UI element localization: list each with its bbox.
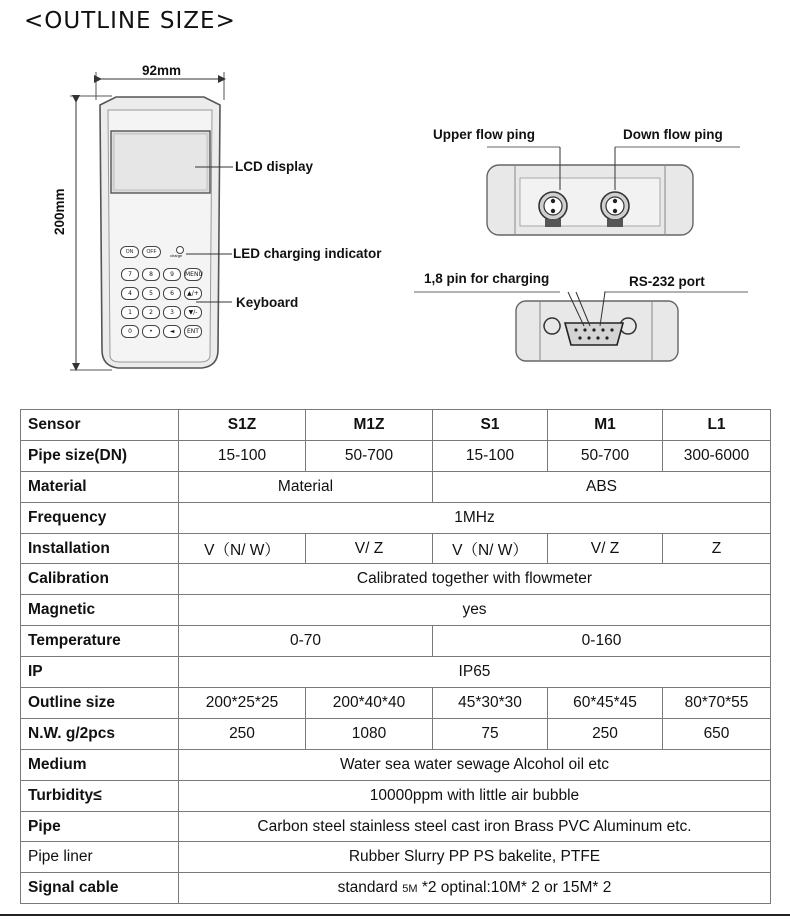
width-label: 92mm (142, 63, 182, 78)
height-label: 200mm (52, 188, 67, 235)
cell: Calibrated together with flowmeter (179, 564, 771, 595)
cell: 1080 (306, 718, 433, 749)
row-label: IP (21, 657, 179, 688)
cell: ABS (433, 471, 771, 502)
cell: 200*25*25 (179, 688, 306, 719)
outline-diagram (0, 0, 790, 400)
cell: yes (179, 595, 771, 626)
table-row (21, 564, 771, 595)
cell: 0-160 (433, 626, 771, 657)
key-off: OFF (142, 246, 161, 258)
row-label: Medium (21, 749, 179, 780)
cell: V/ Z (548, 533, 663, 564)
table-row (21, 842, 771, 873)
keyboard-callout: Keyboard (236, 295, 299, 310)
keypad-key: • (142, 325, 160, 338)
table-row (21, 502, 771, 533)
keypad-key: 2 (142, 306, 160, 319)
cell: V/ Z (306, 533, 433, 564)
cell: 80*70*55 (663, 688, 771, 719)
top-end-view (487, 147, 740, 235)
bottom-end-view (414, 292, 748, 361)
col-header: L1 (663, 410, 771, 441)
keypad-key: ▼/- (184, 306, 202, 319)
table-row (21, 471, 771, 502)
cell: 200*40*40 (306, 688, 433, 719)
spec-table (20, 409, 771, 904)
keypad-key: MENU (184, 268, 202, 281)
upper-flow-ping-callout: Upper flow ping (433, 127, 535, 142)
row-label: Pipe size(DN) (21, 440, 179, 471)
row-label: Material (21, 471, 179, 502)
keypad-key: 1 (121, 306, 139, 319)
cell: 650 (663, 718, 771, 749)
table-row (21, 780, 771, 811)
cell: V（N/ W） (433, 533, 548, 564)
keypad-key: 0 (121, 325, 139, 338)
cell: 75 (433, 718, 548, 749)
keypad-key: 4 (121, 287, 139, 300)
cell: 60*45*45 (548, 688, 663, 719)
table-row (21, 873, 771, 904)
table-row (21, 410, 771, 441)
table-row (21, 749, 771, 780)
keypad-key: ▲/+ (184, 287, 202, 300)
cell (179, 873, 771, 904)
cell: 45*30*30 (433, 688, 548, 719)
col-header: M1 (548, 410, 663, 441)
col-header: S1Z (179, 410, 306, 441)
cell: Material (179, 471, 433, 502)
table-row (21, 595, 771, 626)
led-tag: charge (170, 253, 183, 258)
lcd-display-callout: LCD display (235, 159, 314, 174)
table-row (21, 811, 771, 842)
cell: 10000ppm with little air bubble (179, 780, 771, 811)
keypad-key: 9 (163, 268, 181, 281)
row-label: Frequency (21, 502, 179, 533)
table-row (21, 533, 771, 564)
cell: V（N/ W） (179, 533, 306, 564)
rs232-callout: RS-232 port (629, 274, 705, 289)
cell: 1MHz (179, 502, 771, 533)
row-label: Outline size (21, 688, 179, 719)
row-label: Turbidity≤ (21, 780, 179, 811)
key-on: ON (120, 246, 139, 258)
table-row (21, 440, 771, 471)
cell: Rubber Slurry PP PS bakelite, PTFE (179, 842, 771, 873)
cell: 50-700 (548, 440, 663, 471)
row-label: Sensor (21, 410, 179, 441)
keypad-key: ◄ (163, 325, 181, 338)
keypad-key: 3 (163, 306, 181, 319)
cell: Z (663, 533, 771, 564)
row-label: Temperature (21, 626, 179, 657)
cell: 0-70 (179, 626, 433, 657)
page-title: <OUTLINE SIZE> (24, 8, 236, 34)
cable-text: standard (337, 879, 403, 897)
led-charging-callout: LED charging indicator (233, 246, 382, 261)
keypad-key: ENT (184, 325, 202, 338)
row-label: Calibration (21, 564, 179, 595)
cell: 50-700 (306, 440, 433, 471)
col-header: S1 (433, 410, 548, 441)
keypad-key: 8 (142, 268, 160, 281)
bottom-rule (0, 914, 790, 916)
cell: 15-100 (179, 440, 306, 471)
keypad-key: 6 (163, 287, 181, 300)
row-label: Signal cable (21, 873, 179, 904)
table-row (21, 718, 771, 749)
col-header: M1Z (306, 410, 433, 441)
table-row (21, 657, 771, 688)
keypad-key: 7 (121, 268, 139, 281)
row-label: Magnetic (21, 595, 179, 626)
down-flow-ping-callout: Down flow ping (623, 127, 723, 142)
cell: Water sea water sewage Alcohol oil etc (179, 749, 771, 780)
row-label: Pipe liner (21, 842, 179, 873)
cell: 300-6000 (663, 440, 771, 471)
row-label: N.W. g/2pcs (21, 718, 179, 749)
row-label: Pipe (21, 811, 179, 842)
table-row (21, 688, 771, 719)
keypad-key: 5 (142, 287, 160, 300)
cable-text-rest: *2 optinal:10M* 2 or 15M* 2 (417, 879, 612, 897)
table-row (21, 626, 771, 657)
charging-pin-callout: 1,8 pin for charging (424, 271, 550, 286)
row-label: Installation (21, 533, 179, 564)
cable-unit: 5M (402, 883, 418, 896)
cell: 250 (179, 718, 306, 749)
cell: 250 (548, 718, 663, 749)
cell: Carbon steel stainless steel cast iron Brass PVC Aluminum etc. (179, 811, 771, 842)
cell: IP65 (179, 657, 771, 688)
cell: 15-100 (433, 440, 548, 471)
